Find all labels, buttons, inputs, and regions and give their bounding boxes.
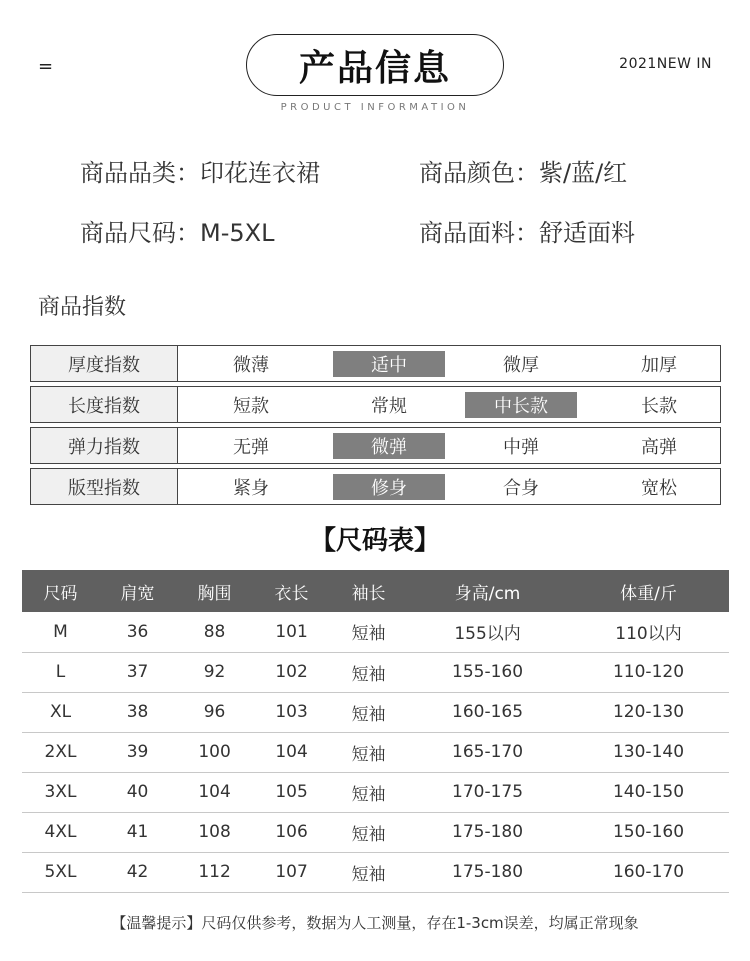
table-cell: 100 (176, 732, 253, 772)
table-cell: 104 (176, 772, 253, 812)
info-fabric: 商品面料：舒适面料 (419, 219, 635, 247)
table-cell: 112 (176, 852, 253, 892)
table-row (22, 612, 729, 652)
index-row-label: 长度指数 (31, 387, 178, 422)
table-cell: 130-140 (568, 732, 729, 772)
table-cell: 2XL (22, 732, 99, 772)
index-row-label: 弹力指数 (31, 428, 178, 463)
table-cell: L (22, 652, 99, 692)
table-cell: 102 (253, 652, 330, 692)
table-cell: M (22, 612, 99, 652)
index-option-selected: 微弹 (333, 433, 445, 459)
table-cell: 165-170 (407, 732, 568, 772)
size-chart-header: 身高/cm (407, 570, 568, 612)
table-cell: 170-175 (407, 772, 568, 812)
index-row-label: 厚度指数 (31, 346, 178, 381)
index-option: 微厚 (503, 355, 539, 376)
index-option: 宽松 (641, 478, 677, 499)
table-cell: 150-160 (568, 812, 729, 852)
index-option: 紧身 (233, 478, 269, 499)
table-cell: 短袖 (330, 612, 407, 652)
index-option: 高弹 (641, 437, 677, 458)
index-option-selected: 中长款 (465, 392, 577, 418)
table-cell: 155以内 (407, 612, 568, 652)
size-chart-header: 体重/斤 (568, 570, 729, 612)
table-cell: 105 (253, 772, 330, 812)
table-cell: 108 (176, 812, 253, 852)
size-chart-header: 胸围 (176, 570, 253, 612)
table-cell: 92 (176, 652, 253, 692)
size-chart-header: 衣长 (253, 570, 330, 612)
index-option: 中弹 (503, 437, 539, 458)
table-cell: 短袖 (330, 732, 407, 772)
index-option: 长款 (641, 396, 677, 417)
page-subtitle: PRODUCT INFORMATION (280, 102, 470, 113)
index-row (30, 386, 721, 423)
table-cell: XL (22, 692, 99, 732)
table-row (22, 812, 729, 852)
info-size: 商品尺码：M-5XL (80, 219, 275, 247)
table-cell: 41 (99, 812, 176, 852)
table-cell: 160-170 (568, 852, 729, 892)
table-cell: 短袖 (330, 852, 407, 892)
table-cell: 101 (253, 612, 330, 652)
table-cell: 140-150 (568, 772, 729, 812)
index-option: 加厚 (641, 355, 677, 376)
index-row (30, 345, 721, 382)
table-cell: 110以内 (568, 612, 729, 652)
menu-icon[interactable]: = (38, 56, 54, 77)
index-section-label: 商品指数 (38, 295, 127, 320)
table-cell: 40 (99, 772, 176, 812)
table-row (22, 772, 729, 812)
page-title: 产品信息 (246, 34, 504, 96)
table-cell: 38 (99, 692, 176, 732)
table-cell: 39 (99, 732, 176, 772)
table-cell: 103 (253, 692, 330, 732)
info-color: 商品颜色：紫/蓝/红 (419, 159, 628, 187)
index-option: 常规 (371, 396, 407, 417)
table-cell: 36 (99, 612, 176, 652)
table-cell: 155-160 (407, 652, 568, 692)
table-cell: 104 (253, 732, 330, 772)
table-cell: 短袖 (330, 812, 407, 852)
table-row (22, 692, 729, 732)
table-cell: 短袖 (330, 692, 407, 732)
table-cell: 4XL (22, 812, 99, 852)
index-option: 合身 (503, 478, 539, 499)
index-option: 微薄 (233, 355, 269, 376)
index-option: 无弹 (233, 437, 269, 458)
table-cell: 37 (99, 652, 176, 692)
size-chart-table (22, 570, 729, 893)
table-cell: 110-120 (568, 652, 729, 692)
size-chart-title: 【尺码表】 (309, 526, 440, 556)
table-cell: 175-180 (407, 812, 568, 852)
size-chart-header: 袖长 (330, 570, 407, 612)
table-row (22, 652, 729, 692)
size-chart-header: 尺码 (22, 570, 99, 612)
table-cell: 短袖 (330, 652, 407, 692)
table-cell: 107 (253, 852, 330, 892)
table-cell: 3XL (22, 772, 99, 812)
index-row (30, 427, 721, 464)
index-row-label: 版型指数 (31, 469, 178, 504)
index-option-selected: 适中 (333, 351, 445, 377)
info-category: 商品品类：印花连衣裙 (80, 159, 320, 187)
table-cell: 短袖 (330, 772, 407, 812)
table-cell: 42 (99, 852, 176, 892)
table-cell: 175-180 (407, 852, 568, 892)
index-option-selected: 修身 (333, 474, 445, 500)
new-in-badge: 2021NEW IN (619, 56, 712, 72)
footnote: 【温馨提示】尺码仅供参考，数据为人工测量，存在1-3cm误差，均属正常现象 (111, 914, 639, 932)
table-cell: 120-130 (568, 692, 729, 732)
table-row (22, 852, 729, 892)
index-row (30, 468, 721, 505)
table-cell: 88 (176, 612, 253, 652)
table-row (22, 732, 729, 772)
table-cell: 96 (176, 692, 253, 732)
size-chart-header: 肩宽 (99, 570, 176, 612)
table-cell: 5XL (22, 852, 99, 892)
index-option: 短款 (233, 396, 269, 417)
table-cell: 106 (253, 812, 330, 852)
table-cell: 160-165 (407, 692, 568, 732)
